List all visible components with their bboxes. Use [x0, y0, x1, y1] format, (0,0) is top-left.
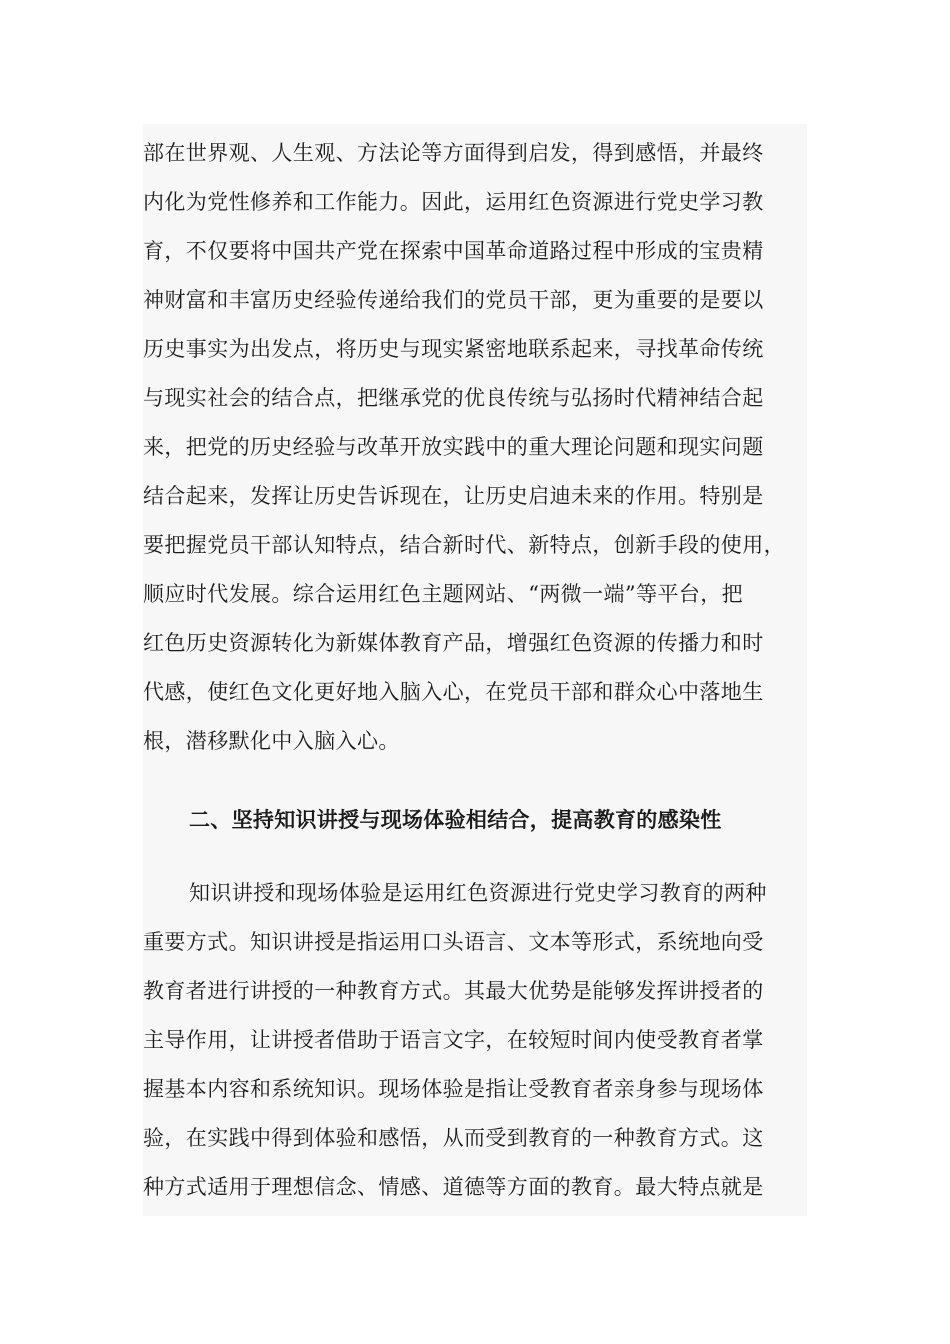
paragraph-1-line-2: 内化为党性修养和工作能力。因此，运用红色资源进行党史学习教 — [143, 190, 764, 214]
paragraph-2-line-5: 握基本内容和系统知识。现场体验是指让受教育者亲身参与现场体 — [143, 1077, 764, 1101]
paragraph-1-line-7: 来，把党的历史经验与改革开放实践中的重大理论问题和现实问题 — [143, 435, 764, 459]
paragraph-1-line-11: 红色历史资源转化为新媒体教育产品，增强红色资源的传播力和时 — [143, 631, 764, 655]
paragraph-1-line-1: 部在世界观、人生观、方法论等方面得到启发，得到感悟，并最终 — [143, 141, 764, 165]
paragraph-2-line-4: 主导作用，让讲授者借助于语言文字，在较短时间内使受教育者掌 — [143, 1028, 764, 1052]
paragraph-1-line-6: 与现实社会的结合点，把继承党的优良传统与弘扬时代精神结合起 — [143, 386, 764, 410]
paragraph-2-line-3: 教育者进行讲授的一种教育方式。其最大优势是能够发挥讲授者的 — [143, 979, 764, 1003]
paragraph-2-line-1: 知识讲授和现场体验是运用红色资源进行党史学习教育的两种 — [189, 881, 767, 905]
paragraph-2-line-2: 重要方式。知识讲授是指运用口头语言、文本等形式，系统地向受 — [143, 930, 764, 954]
paragraph-1-line-9: 要把握党员干部认知特点，结合新时代、新特点，创新手段的使用， — [143, 533, 785, 557]
paragraph-1-line-12: 代感，使红色文化更好地入脑入心，在党员干部和群众心中落地生 — [143, 680, 764, 704]
paragraph-1-line-4: 神财富和丰富历史经验传递给我们的党员干部，更为重要的是要以 — [143, 288, 764, 312]
paragraph-2-line-7: 种方式适用于理想信念、情感、道德等方面的教育。最大特点就是 — [143, 1175, 764, 1199]
paragraph-1-line-3: 育，不仅要将中国共产党在探索中国革命道路过程中形成的宝贵精 — [143, 239, 764, 263]
paragraph-1-line-5: 历史事实为出发点，将历史与现实紧密地联系起来，寻找革命传统 — [143, 337, 764, 361]
paragraph-1-line-13: 根，潜移默化中入脑入心。 — [143, 729, 400, 753]
paragraph-1-line-8: 结合起来，发挥让历史告诉现在，让历史启迪未来的作用。特别是 — [143, 484, 764, 508]
paragraph-1-line-10: 顺应时代发展。综合运用红色主题网站、“两微一端”等平台，把 — [143, 582, 744, 606]
paragraph-2-line-6: 验，在实践中得到体验和感悟，从而受到教育的一种教育方式。这 — [143, 1126, 764, 1150]
document-text-block — [143, 124, 807, 1216]
section-heading: 二、坚持知识讲授与现场体验相结合，提高教育的感染性 — [189, 807, 722, 832]
